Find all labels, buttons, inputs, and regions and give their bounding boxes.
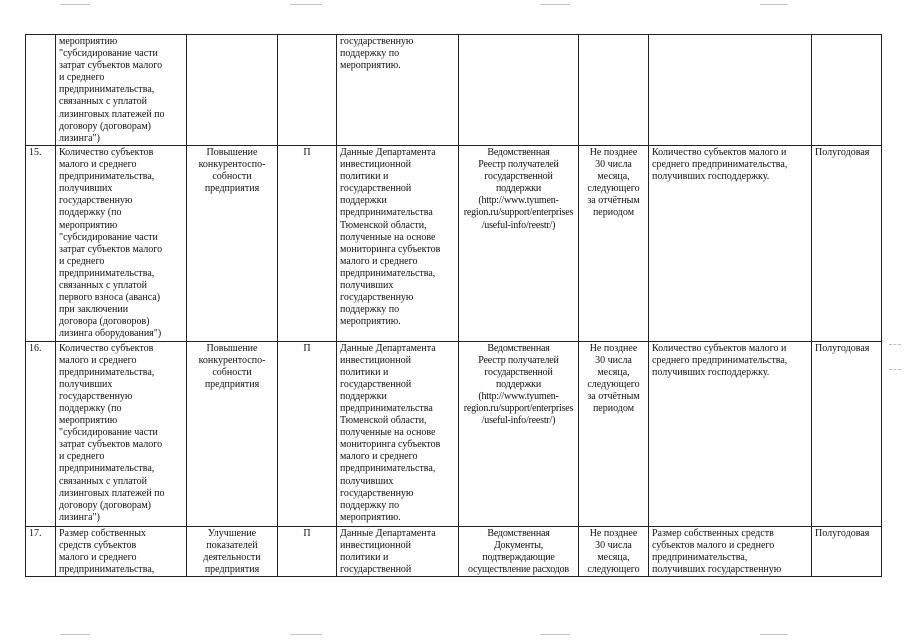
scan-mark [290,634,322,635]
goal-cell: Повышение конкурентоспо- собности предприятия [187,341,278,526]
periodicity-cell: Полугодовая [812,526,882,576]
deadline-cell: Не позднее 30 числа месяца, следующего [579,526,649,576]
scan-mark [290,4,322,5]
data-source-cell: Данные Департамента инвестиционной политики и государственной поддержки предпринимательства Тюменской области, полученные на основе мониторинга субъектов малого и среднего предпринимательства, получивших государственную поддержку по мероприятию. [337,146,459,342]
unit-cell: П [278,146,337,342]
periodicity-cell: Полугодовая [812,146,882,342]
deadline-cell: Не позднее 30 числа месяца, следующего за отчётным периодом [579,341,649,526]
source-details-cell: Ведомственная Документы, подтверждающие осуществление расходов [459,526,579,576]
table-row [26,341,882,526]
calculation-cell: Количество субъектов малого и среднего предпринимательства, получивших господдержку. [649,341,812,526]
unit-cell: П [278,526,337,576]
periodicity-cell: Полугодовая [812,341,882,526]
scan-mark [760,634,788,635]
source-details-cell: Ведомственная Реестр получателей государственной поддержки (http://www.tyumen- region.ru/support/enterprises /useful-info/reestr/) [459,146,579,342]
indicator-name: Размер собственных средств субъектов малого и среднего предпринимательства, [56,526,187,576]
row-number: 17. [26,526,56,576]
calculation-cell: Количество субъектов малого и среднего предпринимательства, получивших господдержку. [649,146,812,342]
scan-mark [60,4,90,5]
unit-cell: П [278,341,337,526]
source-details-cell: Ведомственная Реестр получателей государственной поддержки (http://www.tyumen- region.ru/support/enterprises /useful-info/reestr/) [459,341,579,526]
calculation-cell: Размер собственных средств субъектов малого и среднего предпринимательства, получивших государственную [649,526,812,576]
calculation-cell [649,35,812,146]
goal-cell: Улучшение показателей деятельности предприятия [187,526,278,576]
table-row [26,146,882,342]
data-source-cell: Данные Департамента инвестиционной политики и государственной [337,526,459,576]
data-source-cell: Данные Департамента инвестиционной политики и государственной поддержки предпринимательства Тюменской области, полученные на основе мониторинга субъектов малого и среднего предпринимательства, получивших государственную поддержку по мероприятию. [337,341,459,526]
indicator-name: мероприятию "субсидирование части затрат субъектов малого и среднего предпринимательства, связанных с уплатой лизинговых платежей по договору (договорам) лизинга") [56,35,187,146]
indicator-name: Количество субъектов малого и среднего предпринимательства, получивших государственную поддержку (по мероприятию "субсидирование части затрат субъектов малого и среднего предпринимательства, связанных с уплатой первого взноса (аванса) при заключении договора (договоров) лизинга оборудования") [56,146,187,342]
indicator-name: Количество субъектов малого и среднего предпринимательства, получивших государственную поддержку (по мероприятию "субсидирование части затрат субъектов малого и среднего предпринимательства, связанных с уплатой лизинговых платежей по договору (договорам) лизинга") [56,341,187,526]
row-number [26,35,56,146]
scan-mark [540,4,570,5]
scan-mark [889,344,901,370]
indicators-table [25,34,882,577]
source-details-cell [459,35,579,146]
scan-mark [760,4,788,5]
deadline-cell: Не позднее 30 числа месяца, следующего за отчётным периодом [579,146,649,342]
row-number: 15. [26,146,56,342]
data-source-cell: государственную поддержку по мероприятию. [337,35,459,146]
goal-cell [187,35,278,146]
row-number: 16. [26,341,56,526]
scan-mark [540,634,570,635]
table-row [26,526,882,576]
deadline-cell [579,35,649,146]
unit-cell [278,35,337,146]
table-row [26,35,882,146]
periodicity-cell [812,35,882,146]
goal-cell: Повышение конкурентоспо- собности предприятия [187,146,278,342]
scan-mark [60,634,90,635]
